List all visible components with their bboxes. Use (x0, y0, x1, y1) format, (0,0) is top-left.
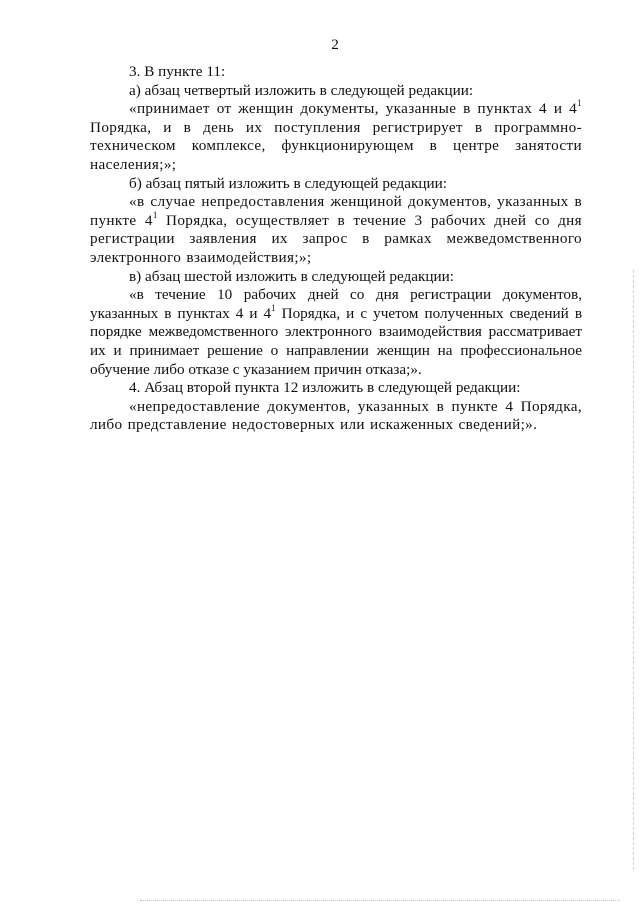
paragraph-item-3-heading: 3. В пункте 11: (129, 63, 226, 80)
document-body (90, 63, 582, 435)
paragraph-sub-a-text: «принимает от женщин документы, указанные в пунктах 4 и $4^1$ Порядка, и в день их поступления регистрирует в программно-техническом комплексе, функционирующем в центре занятости населения;»; (90, 98, 582, 173)
paragraph-item-4-text: «непредоставление документов, указанных в пункте 4 Порядка, либо представление недостоверных или искаженных сведений;». (90, 397, 582, 434)
superscript-1: 1 (271, 302, 276, 313)
scan-edge-line (632, 270, 634, 870)
paragraph-sub-b-text: «в случае непредоставления женщиной документов, указанных в пункте $4^1$ Порядка, осуществляет в течение 3 рабочих дней со дня регистрации заявления их запрос в рамках межведомственного электронного взаимодействия;»; (90, 193, 582, 266)
paragraph-sub-v-text: «в течение 10 рабочих дней со дня регистрации документов, указанных в пунктах 4 и $4^1$ Порядка, и с учетом полученных сведений в порядке межведомственного электронного взаимодействия рассматривает их и принимает решение о направлении женщин на профессиональное обучение либо отказе с указанием причин отказа;». (90, 286, 583, 378)
paragraph-sub-v-heading: в) абзац шестой изложить в следующей редакции: (129, 267, 455, 285)
page-number: 2 (331, 36, 339, 53)
paragraph-sub-b-heading: б) абзац пятый изложить в следующей редакции: (129, 174, 447, 192)
scan-bottom-edge (140, 899, 620, 901)
paragraph-sub-a-heading: а) абзац четвертый изложить в следующей редакции: (129, 81, 474, 99)
superscript-1: 1 (577, 98, 582, 109)
superscript-1: 1 (152, 209, 158, 220)
paragraph-item-4-heading: 4. Абзац второй пункта 12 изложить в следующей редакции: (129, 379, 521, 397)
